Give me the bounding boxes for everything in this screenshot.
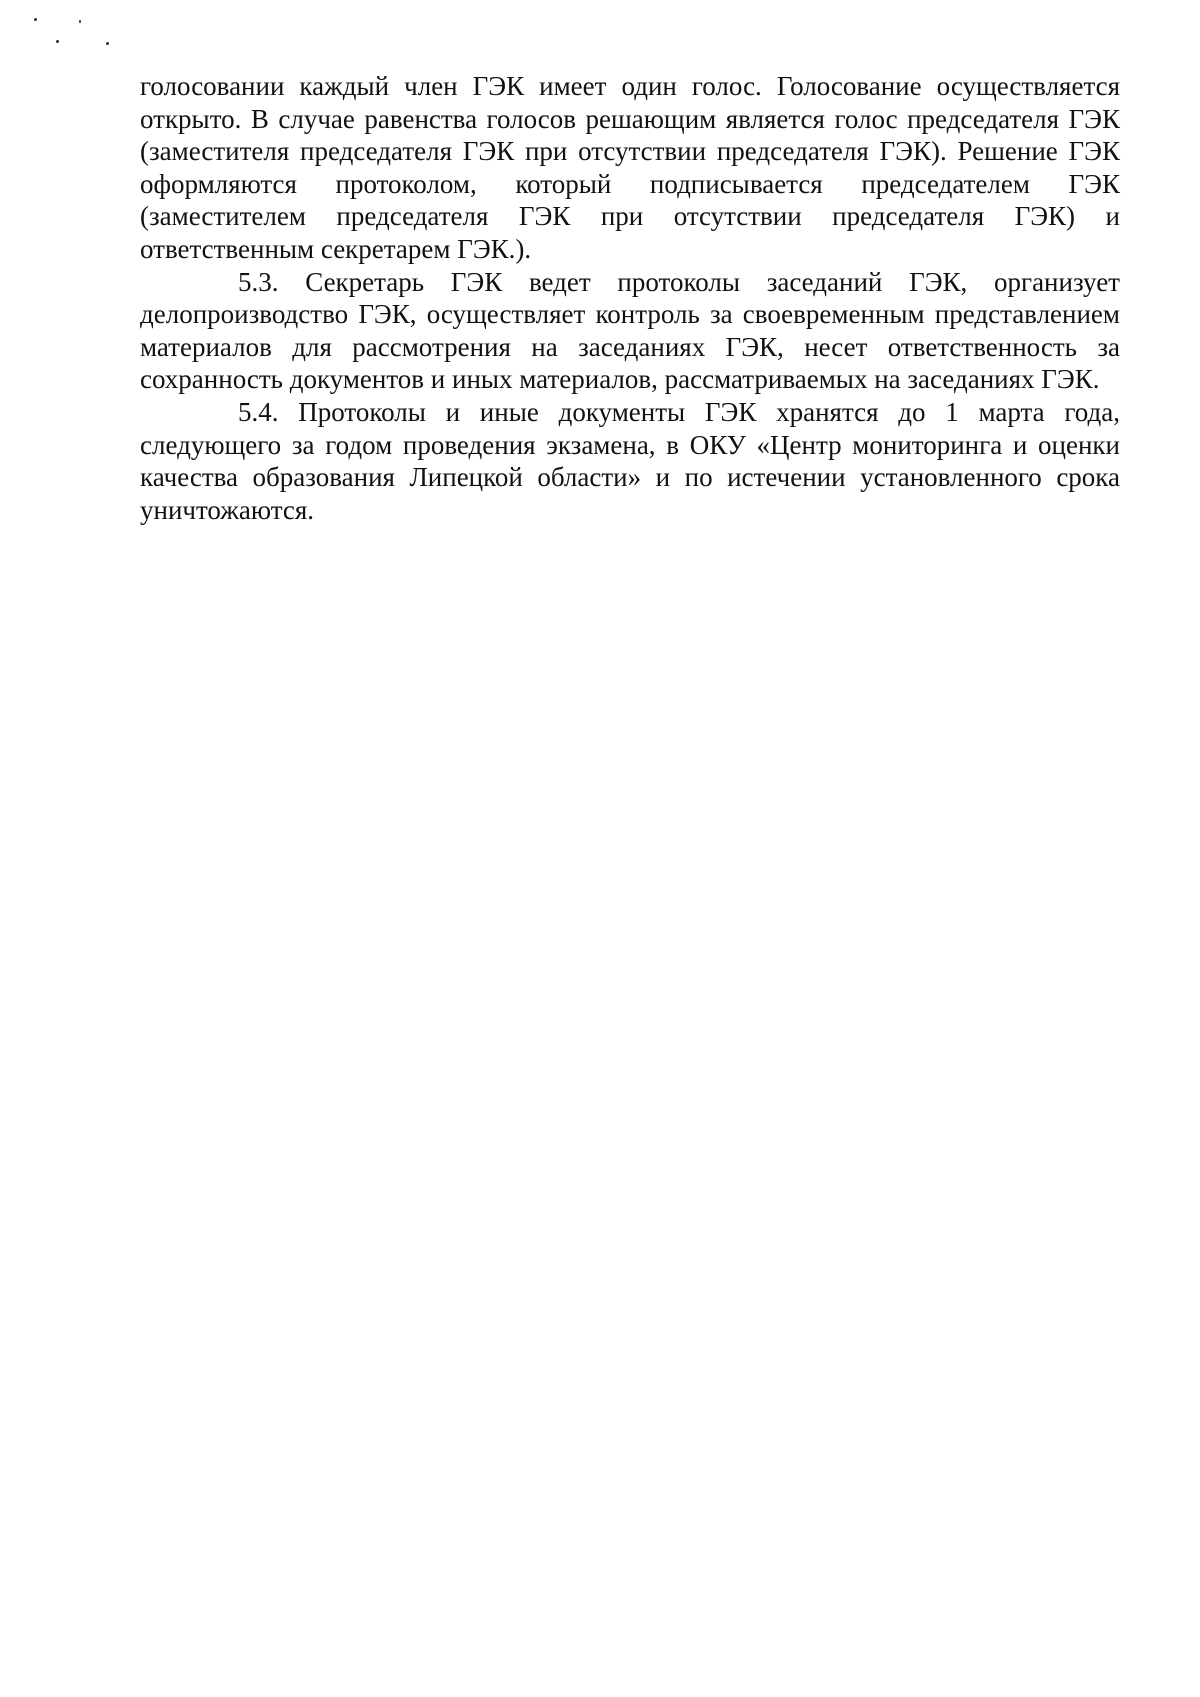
paragraph-5-3-secretary: 5.3. Секретарь ГЭК ведет протоколы заседаний ГЭК, организует делопроизводство ГЭК, осуществляет контроль за своевременным представлением материалов для рассмотрения на заседаниях ГЭК, несет ответственность за сохранность документов и иных материалов, рассматриваемых на заседаниях ГЭК. xyxy=(140,266,1120,395)
paragraph-5-4-storage: 5.4. Протоколы и иные документы ГЭК хранятся до 1 марта года, следующего за годом проведения экзамена, в ОКУ «Центр мониторинга и оценки качества образования Липецкой области» и по истечении установленного срока уничтожаются. xyxy=(140,396,1120,525)
document-body xyxy=(140,70,1120,526)
scan-artifact-dots xyxy=(30,12,120,52)
paragraph-voting-continuation: голосовании каждый член ГЭК имеет один голос. Голосование осуществляется открыто. В случае равенства голосов решающим является голос председателя ГЭК (заместителя председателя ГЭК при отсутствии председателя ГЭК). Решение ГЭК оформляются протоколом, который подписывается председателем ГЭК (заместителем председателя ГЭК при отсутствии председателя ГЭК) и ответственным секретарем ГЭК.). xyxy=(140,71,1120,264)
